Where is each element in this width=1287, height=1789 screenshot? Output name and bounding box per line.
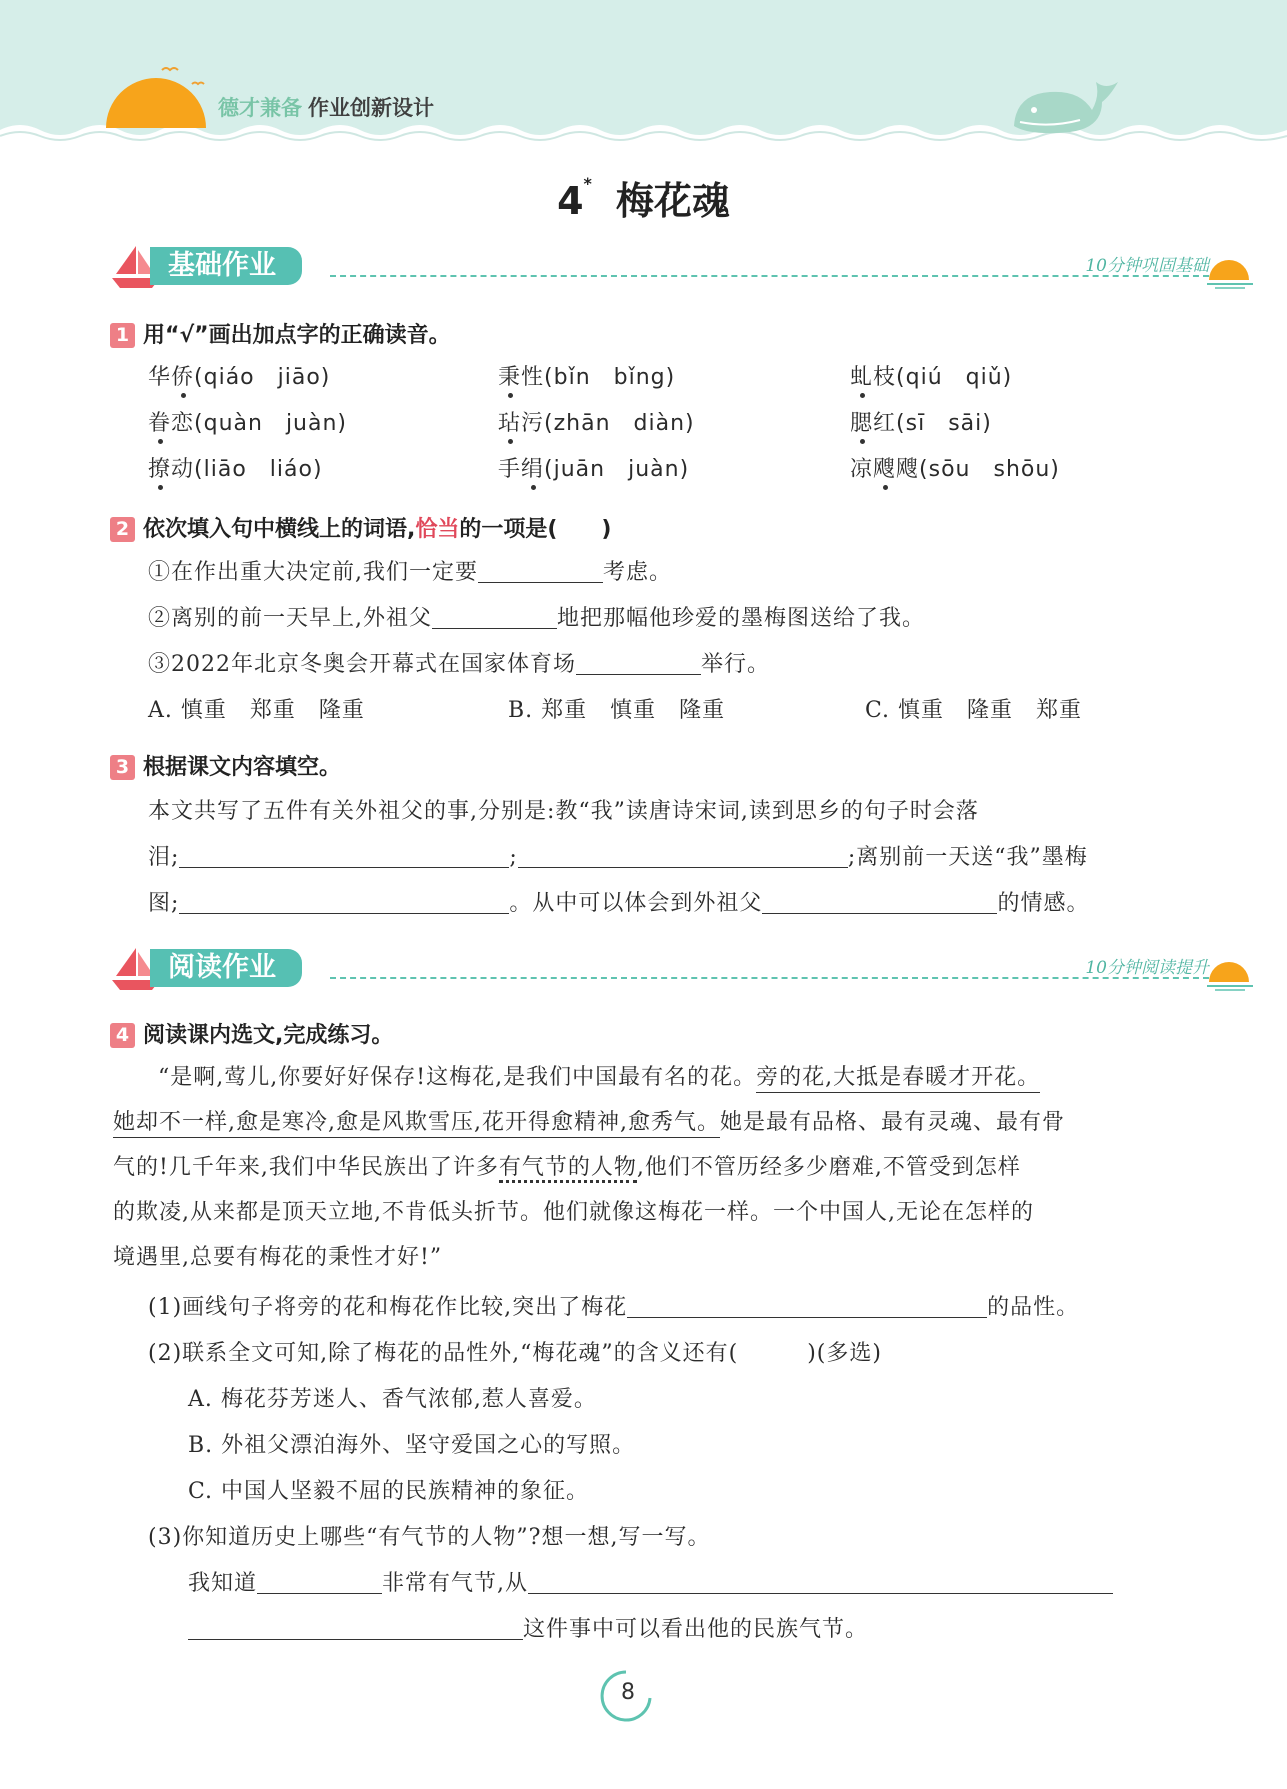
q1-item[interactable]: 手绢(juān juàn) (498, 457, 690, 482)
answer-blank[interactable] (627, 1295, 987, 1318)
lesson-mark: * (583, 174, 592, 193)
q3-line-3: 图; 。从中可以体会到外祖父 的情感。 (148, 891, 1090, 916)
section-basic-label: 基础作业 (150, 247, 302, 285)
q1-item[interactable]: 撩动(liāo liáo) (148, 457, 323, 482)
q4-sub-3-line-2: 这件事中可以看出他的民族气节。 (188, 1612, 868, 1643)
q4-sub-3-line-1: 我知道 非常有气节,从 (188, 1566, 1113, 1597)
q1-number: 1 (110, 323, 135, 348)
q1-text: 用“√”画出加点字的正确读音。 (143, 323, 451, 348)
q4-sub-2-option-b[interactable]: B. 外祖父漂泊海外、坚守爱国之心的写照。 (188, 1433, 636, 1458)
q1-item[interactable]: 玷污(zhān diàn) (498, 411, 695, 436)
reading-passage (113, 1055, 1147, 1280)
answer-blank[interactable] (576, 652, 701, 675)
section-reading-tag: 10分钟阅读提升 (1085, 958, 1209, 978)
answer-blank[interactable] (179, 845, 509, 868)
answer-blank[interactable] (528, 1571, 1113, 1594)
q4-sub-2: (2)联系全文可知,除了梅花的品性外,“梅花魂”的含义还有( )(多选) (148, 1341, 882, 1366)
q2-text: 依次填入句中横线上的词语, (143, 517, 416, 542)
passage-line: “是啊,莺儿,你要好好保存!这梅花,是我们中国最有名的花。旁的花,大抵是春暖才开花。 (113, 1055, 1147, 1100)
q2-keyword: 恰当 (415, 517, 460, 542)
underlined-sentence: 旁的花,大抵是春暖才开花。 (756, 1065, 1040, 1093)
answer-blank[interactable] (478, 560, 603, 583)
lesson-title (0, 170, 1287, 225)
passage-line: 气的!几千年来,我们中华民族出了许多有气节的人物,他们不管历经多少磨难,不管受到怎样 (113, 1145, 1147, 1190)
section-basic-banner (0, 244, 1287, 290)
answer-blank[interactable] (762, 891, 997, 914)
header-brand (218, 92, 434, 122)
q3-text: 根据课文内容填空。 (143, 755, 342, 780)
answer-blank[interactable] (518, 845, 848, 868)
answer-blank[interactable] (179, 891, 509, 914)
q1-item[interactable]: 秉性(bǐn bǐng) (498, 365, 676, 390)
q2-text-end: 的一项是( ) (459, 517, 612, 542)
brand-subtitle: 作业创新设计 (308, 96, 434, 120)
q3-line-2: 泪; ; ;离别前一天送“我”墨梅 (148, 845, 1088, 870)
section-reading-label: 阅读作业 (150, 949, 302, 987)
section-reading-banner (0, 946, 1287, 992)
q3-number: 3 (110, 755, 135, 780)
q4-sub-3: (3)你知道历史上哪些“有气节的人物”?想一想,写一写。 (148, 1525, 711, 1550)
dotted-phrase: 有气节的人物 (499, 1155, 637, 1183)
brand-name: 德才兼备 (218, 96, 302, 120)
passage-line: 境遇里,总要有梅花的秉性才好!” (113, 1245, 443, 1270)
q1-item[interactable]: 华侨(qiáo jiāo) (148, 365, 331, 390)
q1-item[interactable]: 凉飕飕(sōu shōu) (850, 457, 1060, 482)
lesson-name: 梅花魂 (615, 179, 730, 223)
q2-option-b[interactable]: B. 郑重 慎重 隆重 (508, 698, 726, 723)
q2-option-a[interactable]: A. 慎重 郑重 隆重 (148, 698, 365, 723)
q4-text: 阅读课内选文,完成练习。 (143, 1023, 394, 1048)
q2-title (110, 512, 612, 543)
q2-sentence-3: ③2022年北京冬奥会开幕式在国家体育场 举行。 (148, 652, 771, 677)
q2-sentence-1: ①在作出重大决定前,我们一定要 考虑。 (148, 560, 673, 585)
sunset-icon (1205, 956, 1255, 992)
q4-sub-2-option-a[interactable]: A. 梅花芬芳迷人、香气浓郁,惹人喜爱。 (188, 1387, 597, 1412)
section-basic-tag: 10分钟巩固基础 (1085, 256, 1209, 276)
q4-number: 4 (110, 1023, 135, 1048)
sunset-icon (1205, 254, 1255, 290)
underlined-sentence: 她却不一样,愈是寒冷,愈是风欺雪压,花开得愈精神,愈秀气。 (113, 1110, 720, 1138)
answer-blank[interactable] (432, 606, 557, 629)
q1-item[interactable]: 虬枝(qiú qiǔ) (850, 365, 1013, 390)
page-number: 8 (621, 1680, 635, 1705)
q3-line-1: 本文共写了五件有关外祖父的事,分别是:教“我”读唐诗宋词,读到思乡的句子时会落 (148, 799, 979, 824)
q4-sub-2-option-c[interactable]: C. 中国人坚毅不屈的民族精神的象征。 (188, 1479, 590, 1504)
whale-icon (1010, 76, 1120, 136)
section-basic-divider (330, 275, 1209, 277)
lesson-number: 4 (557, 179, 584, 223)
q1-title (110, 318, 451, 349)
answer-blank[interactable] (257, 1571, 382, 1594)
q2-sentence-2: ②离别的前一天早上,外祖父 地把那幅他珍爱的墨梅图送给了我。 (148, 606, 926, 631)
q1-item[interactable]: 眷恋(quàn juàn) (148, 411, 348, 436)
passage-line: 的欺凌,从来都是顶天立地,不肯低头折节。他们就像这梅花一样。一个中国人,无论在怎样的 (113, 1200, 1034, 1225)
answer-blank[interactable] (188, 1617, 523, 1640)
q4-sub-1: (1)画线句子将旁的花和梅花作比较,突出了梅花 的品性。 (148, 1295, 1080, 1320)
sun-logo-icon (100, 60, 210, 130)
q2-option-c[interactable]: C. 慎重 隆重 郑重 (865, 698, 1083, 723)
q3-title (110, 750, 341, 781)
section-reading-divider (330, 977, 1209, 979)
passage-line: 她却不一样,愈是寒冷,愈是风欺雪压,花开得愈精神,愈秀气。她是最有品格、最有灵魂、最有骨 (113, 1100, 1147, 1145)
q4-title (110, 1018, 393, 1049)
q1-item[interactable]: 腮红(sī sāi) (850, 411, 992, 436)
q2-number: 2 (110, 517, 135, 542)
